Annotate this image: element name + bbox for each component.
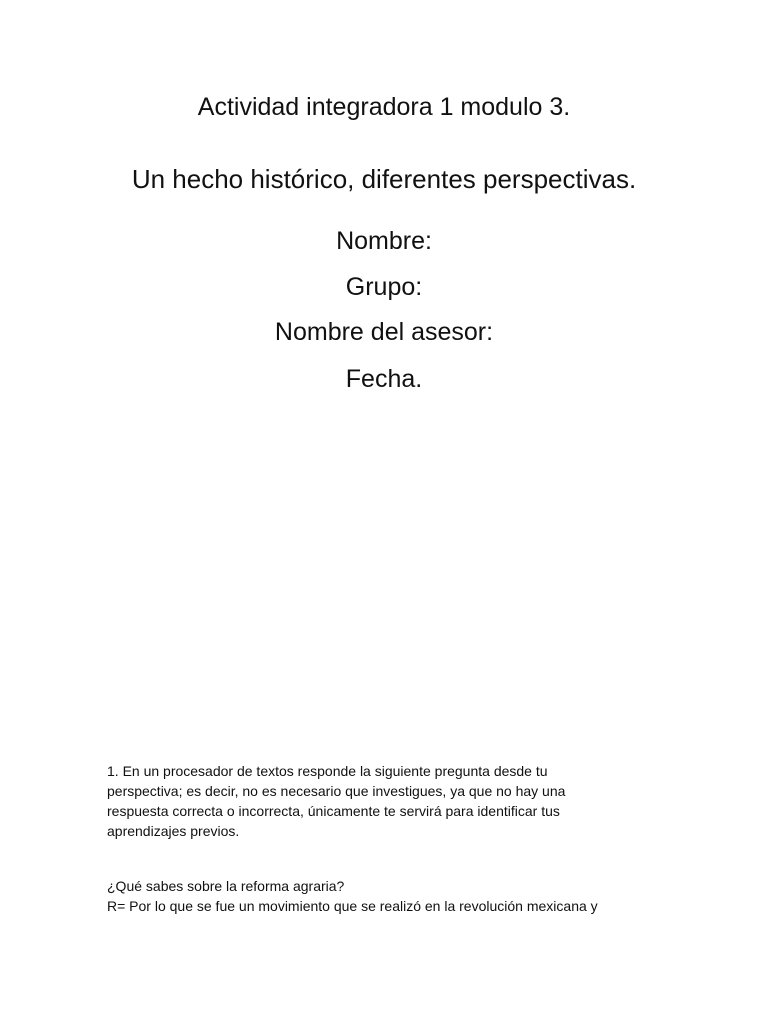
instructions-line: perspectiva; es decir, no es necesario que investigues, ya que no hay una [107, 783, 566, 799]
question-answer-block [107, 876, 667, 916]
question-text: ¿Qué sabes sobre la reforma agraria? [107, 878, 345, 894]
answer-text: R= Por lo que se fue un movimiento que se realizó en la revolución mexicana y [107, 898, 598, 914]
instructions-line: 1. En un procesador de textos responde la siguiente pregunta desde tu [107, 763, 548, 779]
advisor-field-label: Nombre del asesor: [274, 318, 494, 346]
date-field-label: Fecha. [345, 365, 423, 393]
name-field-label: Nombre: [336, 227, 432, 255]
instructions-line: aprendizajes previos. [107, 823, 240, 839]
group-field-label: Grupo: [345, 273, 423, 301]
instructions-line: respuesta correcta o incorrecta, únicamente te servirá para identificar tus [107, 803, 560, 819]
document-subtitle: Un hecho histórico, diferentes perspectivas. [131, 164, 637, 194]
instructions-paragraph [107, 761, 607, 841]
document-title: Actividad integradora 1 modulo 3. [197, 93, 571, 121]
